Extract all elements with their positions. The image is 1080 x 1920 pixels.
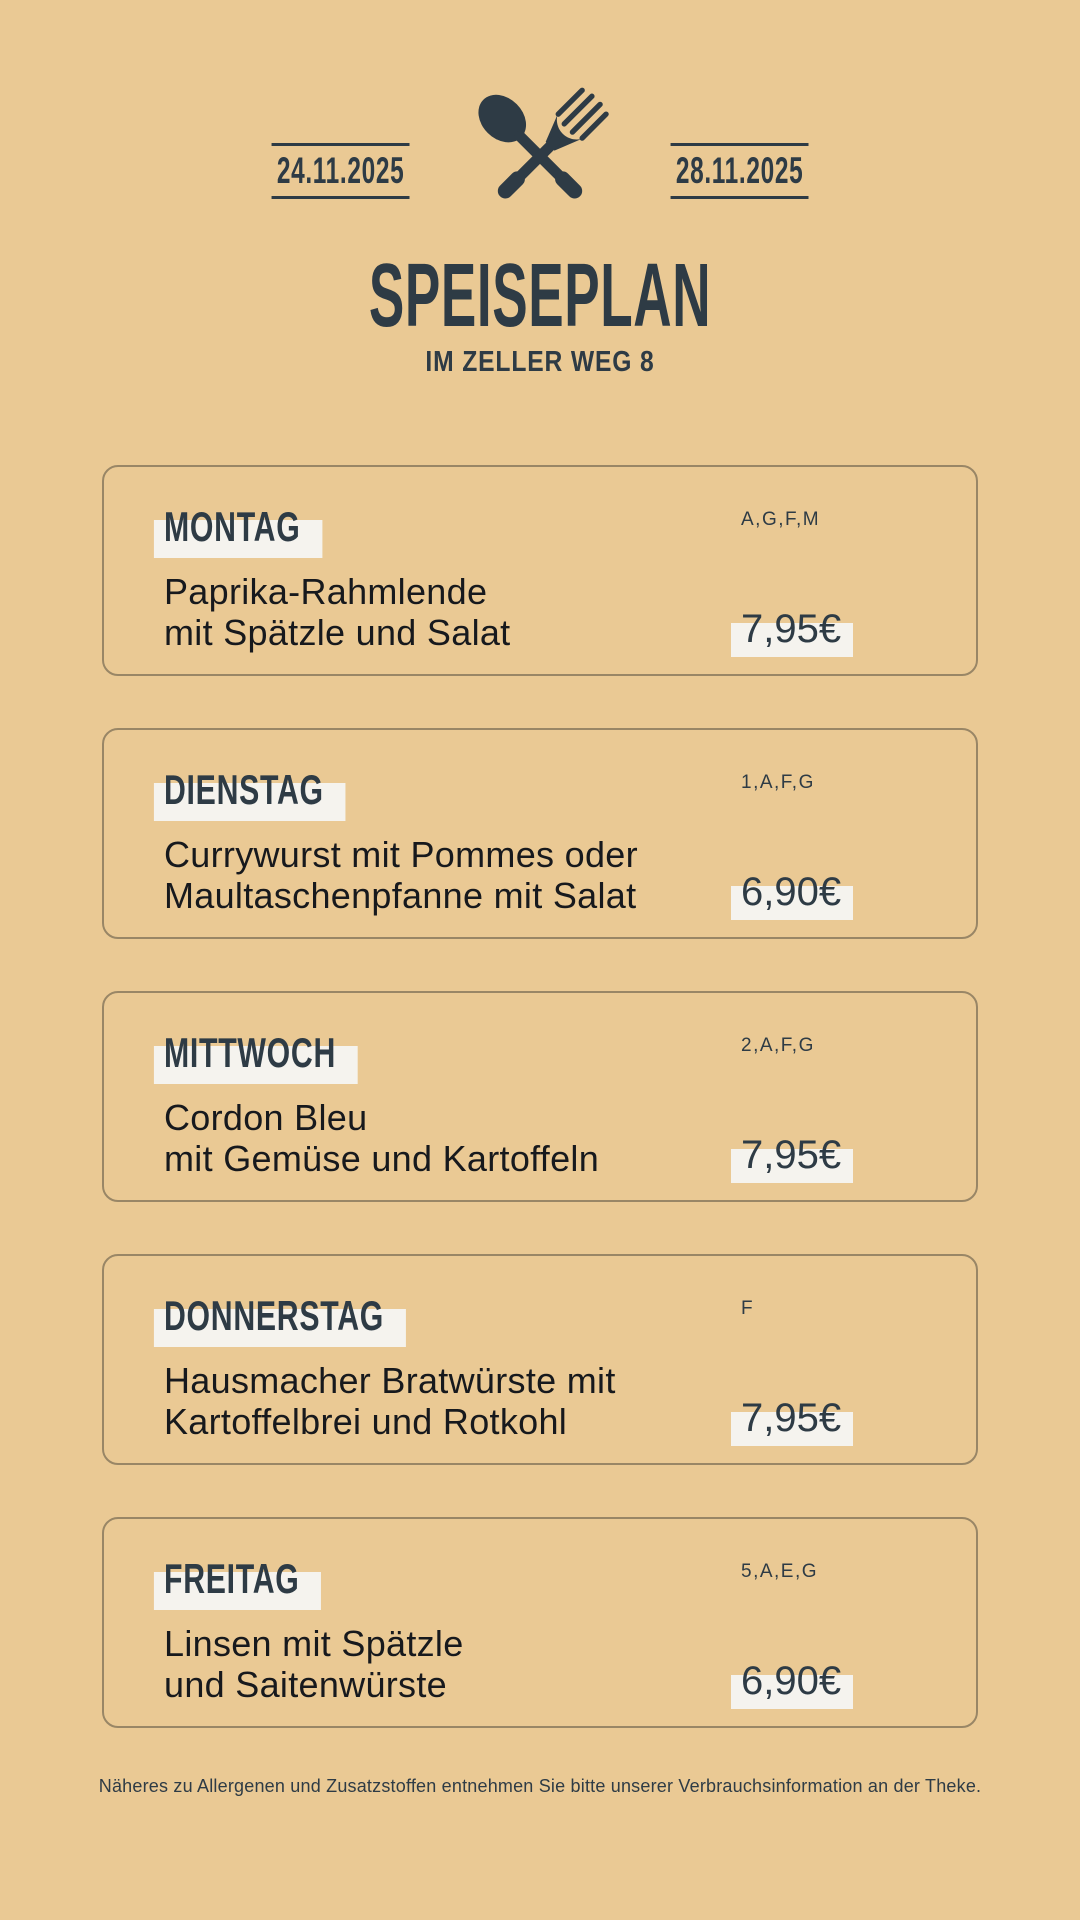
dish-line-2: mit Spätzle und Salat	[164, 611, 511, 653]
date-end: 28.11.2025	[671, 143, 809, 199]
day-label: DONNERSTAG	[164, 1291, 385, 1339]
price-tag: 6,90€	[741, 1659, 842, 1704]
poster-header	[0, 0, 1080, 379]
right-column	[741, 870, 926, 916]
dish-name	[164, 1360, 616, 1443]
right-column	[741, 1292, 926, 1320]
day-label: DIENSTAG	[164, 765, 324, 813]
price-tag: 7,95€	[741, 1133, 842, 1178]
page-title: SPEISEPLAN	[368, 246, 712, 346]
page-subtitle: IM ZELLER WEG 8	[425, 345, 655, 378]
allergen-note: Näheres zu Allergenen und Zusatzstoffen entnehmen Sie bitte unserer Verbrauchsinformation an der Theke.	[98, 1775, 982, 1796]
right-column	[741, 503, 926, 531]
allergen-codes: A,G,F,M	[741, 508, 821, 530]
card-body	[164, 834, 926, 917]
price-tag: 7,95€	[741, 607, 842, 652]
crossed-spoon-and-fork-icon	[451, 76, 629, 242]
allergen-codes: F	[741, 1297, 755, 1319]
menu-card-freitag	[102, 1517, 978, 1728]
dish-line-1: Currywurst mit Pommes oder	[164, 833, 638, 875]
price-tag: 7,95€	[741, 1396, 842, 1441]
right-column	[741, 1659, 926, 1705]
right-column	[741, 1396, 926, 1442]
allergen-codes: 1,A,F,G	[741, 771, 815, 793]
card-head	[164, 503, 926, 551]
dish-line-1: Hausmacher Bratwürste mit	[164, 1359, 616, 1401]
menu-card-donnerstag	[102, 1254, 978, 1465]
card-body	[164, 571, 926, 654]
menu-cards	[102, 465, 978, 1728]
dish-line-1: Linsen mit Spätzle	[164, 1622, 464, 1664]
card-head	[164, 766, 926, 814]
price-tag: 6,90€	[741, 870, 842, 915]
day-label: MITTWOCH	[164, 1028, 337, 1076]
card-head	[164, 1029, 926, 1077]
day-label: MONTAG	[164, 502, 301, 550]
card-head	[164, 1555, 926, 1603]
day-label: FREITAG	[164, 1554, 300, 1602]
header-row	[0, 76, 1080, 242]
dish-name	[164, 1097, 599, 1180]
dish-line-1: Paprika-Rahmlende	[164, 570, 488, 612]
dish-name	[164, 571, 511, 654]
menu-card-dienstag	[102, 728, 978, 939]
dish-line-1: Cordon Bleu	[164, 1096, 368, 1138]
allergen-codes: 5,A,E,G	[741, 1560, 819, 1582]
date-start: 24.11.2025	[271, 143, 409, 199]
dish-name	[164, 1623, 464, 1706]
right-column	[741, 1555, 926, 1583]
right-column	[741, 1133, 926, 1179]
dish-line-2: Kartoffelbrei und Rotkohl	[164, 1400, 568, 1442]
dish-line-2: und Saitenwürste	[164, 1663, 447, 1705]
menu-card-mittwoch	[102, 991, 978, 1202]
menu-card-montag	[102, 465, 978, 676]
card-head	[164, 1292, 926, 1340]
right-column	[741, 1029, 926, 1057]
allergen-codes: 2,A,F,G	[741, 1034, 815, 1056]
card-body	[164, 1097, 926, 1180]
dish-line-2: mit Gemüse und Kartoffeln	[164, 1137, 600, 1179]
card-body	[164, 1360, 926, 1443]
dish-name	[164, 834, 638, 917]
right-column	[741, 766, 926, 794]
dish-line-2: Maultaschenpfanne mit Salat	[164, 874, 637, 916]
card-body	[164, 1623, 926, 1706]
right-column	[741, 607, 926, 653]
